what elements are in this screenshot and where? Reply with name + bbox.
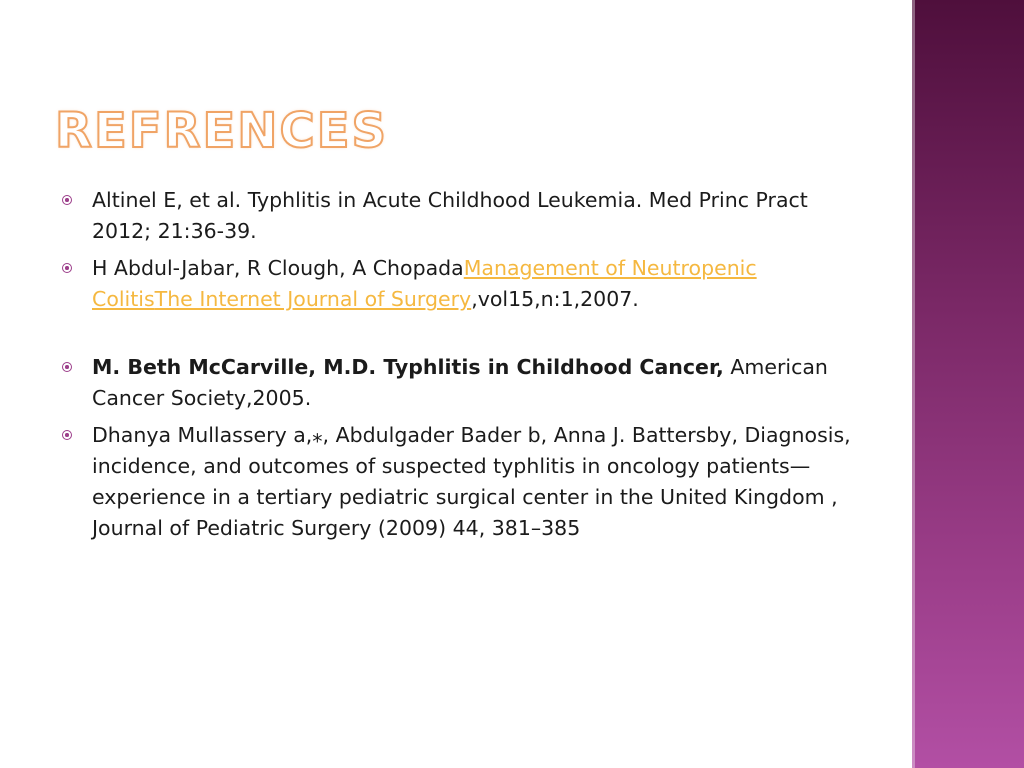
circle-bullet-icon: [62, 430, 72, 440]
reference-item: [62, 352, 852, 414]
reference-text: Altinel E, et al. Typhlitis in Acute Childhood Leukemia. Med Princ Pract 2012; 21:36-39.: [92, 188, 808, 243]
decorative-side-band: [912, 0, 1024, 768]
reference-item: [62, 420, 852, 544]
article-link[interactable]: Management of Neutropenic Colitis: [92, 256, 757, 311]
reference-bold-title: M. Beth McCarville, M.D. Typhlitis in Childhood Cancer,: [92, 355, 724, 379]
reference-text: American Cancer Society,2005.: [92, 355, 828, 410]
reference-volume: ,vol15,n:1,2007.: [471, 287, 639, 311]
reference-item: [62, 185, 852, 247]
circle-bullet-icon: [62, 195, 72, 205]
reference-text: Dhanya Mullassery a,⁎, Abdulgader Bader b, Anna J. Battersby, Diagnosis, incidence, and outcomes of suspected typhlitis in oncology patients—experience in a tertiary pediatric surgical center in the United Kingdom , Journal of Pediatric Surgery (2009) 44, 381–385: [92, 423, 851, 540]
reference-list: [62, 185, 852, 550]
journal-link[interactable]: The Internet Journal of Surgery: [154, 287, 472, 311]
reference-authors: H Abdul-Jabar, R Clough, A Chopada: [92, 256, 464, 280]
slide-title: REFRENCES: [55, 103, 389, 159]
circle-bullet-icon: [62, 362, 72, 372]
circle-bullet-icon: [62, 263, 72, 273]
reference-item: [62, 253, 852, 315]
